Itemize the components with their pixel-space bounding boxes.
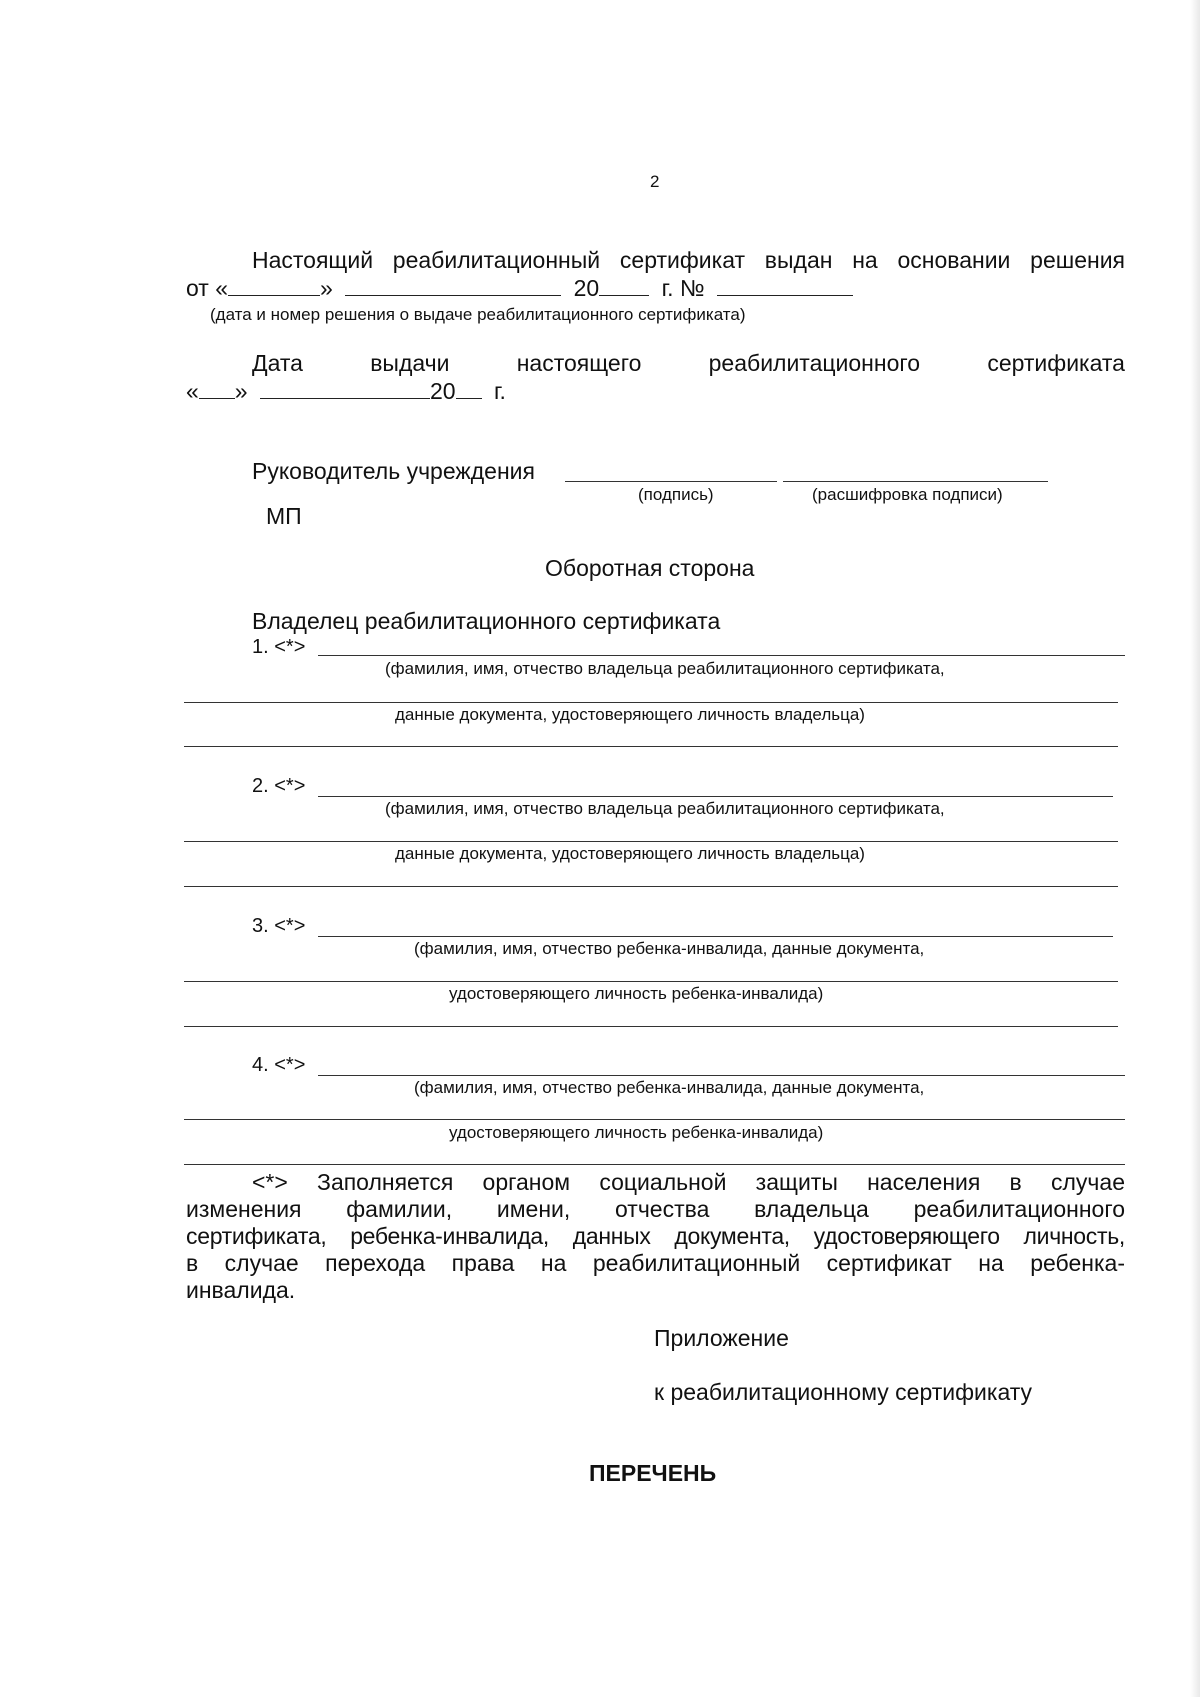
signature-decode-blank[interactable]: [783, 481, 1048, 482]
issue-close-quote: »: [234, 378, 248, 404]
issue-date-word-3: настоящего: [516, 350, 642, 376]
close-quote: »: [320, 275, 333, 301]
page-edge: [1190, 0, 1200, 1697]
entry-document-line[interactable]: [184, 1119, 1125, 1120]
signature-blank[interactable]: [565, 481, 777, 482]
entry-number: 4. <*>: [252, 1054, 306, 1076]
signature-caption: (подпись): [638, 485, 714, 504]
issue-date-word-4: реабилитационного: [708, 350, 921, 376]
footnote-line-2: [186, 1196, 1125, 1223]
entry-caption-1: (фамилия, имя, отчество владельца реабилитационного сертификата,: [385, 659, 945, 678]
issue-day-blank[interactable]: [199, 397, 235, 399]
issue-month-blank[interactable]: [260, 397, 430, 399]
head-label: Руководитель учреждения: [252, 458, 535, 484]
owner-heading: Владелец реабилитационного сертификата: [252, 608, 721, 634]
page-number: 2: [650, 172, 660, 191]
entry-caption-1: (фамилия, имя, отчество ребенка-инвалида, данные документа,: [414, 1078, 925, 1097]
issue-date-word-1: Дата: [252, 350, 303, 376]
decision-caption: (дата и номер решения о выдаче реабилитационного сертификата): [210, 305, 746, 324]
entry-document-line[interactable]: [184, 702, 1118, 703]
entry-extra-line[interactable]: [184, 886, 1118, 887]
entry-name-line[interactable]: [318, 796, 1113, 797]
footnote-line-5: инвалида.: [186, 1277, 296, 1303]
decision-year-blank[interactable]: [599, 294, 649, 296]
entry-number: 2. <*>: [252, 775, 306, 797]
issue-year-blank[interactable]: [456, 397, 482, 399]
issue-year-prefix: 20: [429, 378, 456, 404]
entry-caption-2: данные документа, удостоверяющего личность владельца): [395, 844, 865, 863]
entry-caption-1: (фамилия, имя, отчество ребенка-инвалида, данные документа,: [414, 939, 925, 958]
issue-date-word-5: сертификата: [987, 350, 1125, 376]
footnote-line-4: [186, 1250, 1125, 1277]
entry-caption-2: удостоверяющего личность ребенка-инвалида): [449, 1123, 824, 1142]
entry-name-line[interactable]: [318, 1075, 1125, 1076]
reverse-side-title: Оборотная сторона: [545, 555, 755, 581]
decision-number-label: г. №: [661, 275, 705, 301]
issue-year-suffix: г.: [493, 378, 506, 404]
entry-name-line[interactable]: [318, 936, 1113, 937]
entry-extra-line[interactable]: [184, 746, 1118, 747]
decision-year-prefix: 20: [573, 275, 600, 301]
footnote-line-3: [186, 1223, 1125, 1250]
footnote-text-4: в случае перехода права на реабилитационный сертификат на ребенка-: [186, 1250, 1125, 1276]
entry-extra-line[interactable]: [184, 1164, 1125, 1165]
decision-number-blank[interactable]: [717, 294, 853, 296]
from-label: от «: [186, 275, 229, 301]
list-heading: ПЕРЕЧЕНЬ: [589, 1460, 717, 1486]
appendix-subtitle: к реабилитационному сертификату: [654, 1379, 1033, 1405]
entry-number: 1. <*>: [252, 636, 306, 658]
footnote-text-3: сертификата, ребенка-инвалида, данных документа, удостоверяющего личность,: [186, 1223, 1125, 1249]
issuance-intro: [252, 247, 1125, 274]
entry-caption-2: данные документа, удостоверяющего личность владельца): [395, 705, 865, 724]
entry-name-line[interactable]: [318, 655, 1125, 656]
issuance-decision-line: [186, 275, 853, 302]
entry-caption-1: (фамилия, имя, отчество владельца реабилитационного сертификата,: [385, 799, 945, 818]
decode-caption: (расшифровка подписи): [812, 485, 1003, 504]
stamp-label: МП: [266, 503, 302, 529]
issue-date-heading: [252, 350, 1125, 377]
entry-document-line[interactable]: [184, 841, 1118, 842]
entry-extra-line[interactable]: [184, 1026, 1118, 1027]
entry-caption-2: удостоверяющего личность ребенка-инвалида): [449, 984, 824, 1003]
appendix-title: Приложение: [654, 1325, 789, 1351]
issue-open-quote: «: [186, 378, 199, 404]
footnote-line-1: [252, 1169, 1125, 1196]
entry-document-line[interactable]: [184, 981, 1118, 982]
issuance-intro-text: Настоящий реабилитационный сертификат выдан на основании решения: [252, 247, 1125, 273]
footnote-text-2: изменения фамилии, имени, отчества владельца реабилитационного: [186, 1196, 1125, 1222]
issue-date-line: [186, 378, 506, 405]
decision-day-blank[interactable]: [228, 294, 320, 296]
entry-number: 3. <*>: [252, 915, 306, 937]
issue-date-word-2: выдачи: [370, 350, 450, 376]
decision-month-blank[interactable]: [345, 294, 561, 296]
footnote-text-1: <*> Заполняется органом социальной защиты населения в случае: [252, 1169, 1125, 1195]
